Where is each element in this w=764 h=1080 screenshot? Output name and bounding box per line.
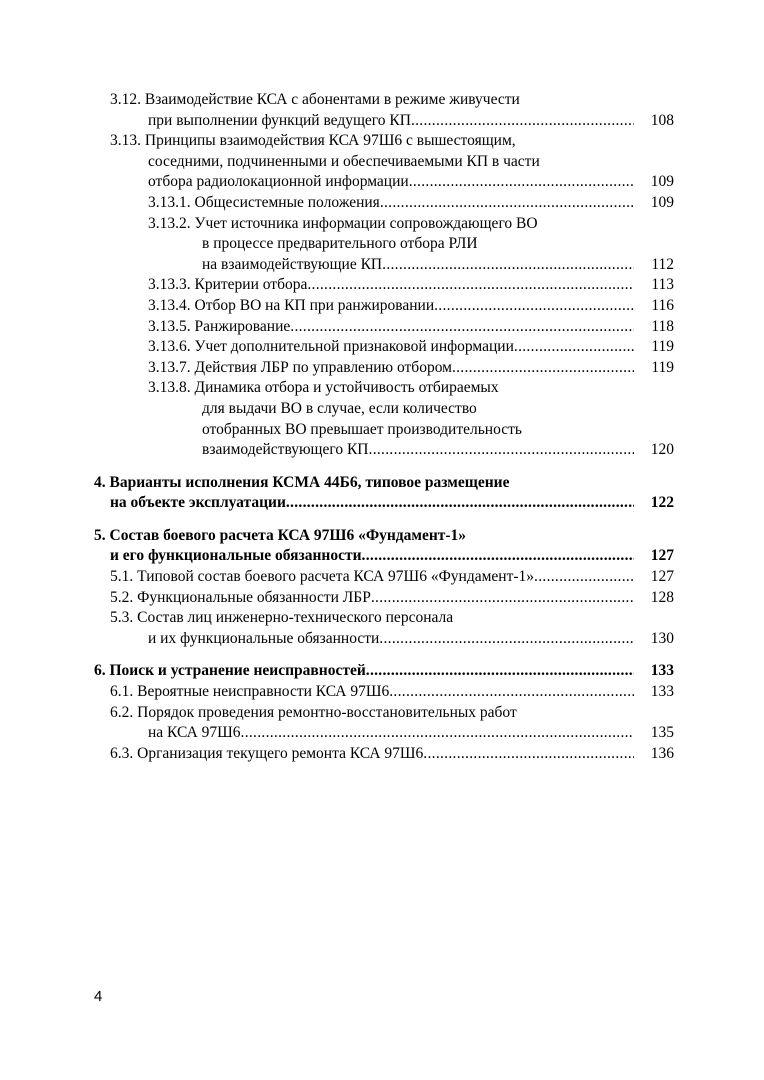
toc-leader-dots: [362, 546, 634, 567]
toc-page-number: 122: [650, 494, 674, 512]
toc-leader-dots: [423, 744, 634, 765]
toc-entry-text: 6.3. Организация текущего ремонта КСА 97Ш6: [110, 744, 424, 762]
toc-entry-4[interactable]: [94, 473, 674, 514]
toc-entry-text: 3.13.4. Отбор ВО на КП при ранжировании: [148, 296, 435, 314]
toc-page-number: 127: [650, 568, 674, 586]
toc-entry-text: и его функциональные обязанности: [110, 547, 362, 565]
toc-page-number: 116: [651, 296, 674, 314]
toc-entry-text: 3.13.3. Критерии отбора: [148, 276, 308, 294]
toc-leader-dots: [366, 661, 634, 682]
section-gap: [94, 514, 674, 526]
toc-page-number: 133: [650, 662, 674, 680]
toc-entry-3-13-3[interactable]: [94, 275, 674, 296]
toc-page-number: 130: [650, 629, 674, 647]
toc-entry-text: при выполнении функций ведущего КП: [148, 111, 411, 129]
toc-entry-text: 3.13.1. Общесистемные положения: [148, 193, 380, 211]
toc-entry-3-13-4[interactable]: [94, 296, 674, 317]
toc-entry-5-2[interactable]: [94, 588, 674, 609]
toc-entry-text: 6. Поиск и устранение неисправностей: [94, 662, 366, 680]
toc-entry-text: 4. Варианты исполнения КСМА 44Б6, типовое размещение: [94, 473, 510, 491]
toc-leader-dots: [514, 337, 634, 358]
toc-page-number: 136: [650, 744, 674, 762]
section-gap: [94, 461, 674, 473]
toc-entry-text: 3.13.6. Учет дополнительной признаковой информации: [148, 338, 514, 356]
toc-entry-3-12[interactable]: [94, 90, 674, 131]
toc-leader-dots: [290, 317, 634, 338]
toc-entry-3-13-6[interactable]: [94, 337, 674, 358]
toc-leader-dots: [452, 358, 634, 379]
toc-leader-dots: [389, 682, 634, 703]
toc-entry-5-3[interactable]: [94, 608, 674, 649]
toc-page-number: 128: [650, 588, 674, 606]
toc-entry-6-1[interactable]: [94, 682, 674, 703]
toc-entry-5[interactable]: [94, 526, 674, 567]
toc-entry-3-13-8[interactable]: [94, 378, 674, 460]
toc-entry-text: 3.13.2. Учет источника информации сопровождающего ВО: [148, 214, 538, 232]
toc-leader-dots: [411, 111, 634, 132]
toc-leader-dots: [380, 193, 634, 214]
toc-entry-text: 3.12. Взаимодействие КСА с абонентами в режиме живучести: [110, 91, 520, 108]
toc-entry-text: 6.2. Порядок проведения ремонтно-восстановительных работ: [110, 703, 517, 721]
toc-entry-text: и их функциональные обязанности: [148, 629, 380, 647]
toc-leader-dots: [307, 275, 634, 296]
toc-entry-3-13-2[interactable]: [94, 214, 674, 276]
toc-entry-3-13-7[interactable]: [94, 358, 674, 379]
toc-page-number: 135: [650, 724, 674, 742]
toc-leader-dots: [286, 493, 634, 514]
toc-page-number: 133: [650, 683, 674, 701]
toc-leader-dots: [379, 629, 634, 650]
toc-entry-3-13-5[interactable]: [94, 317, 674, 338]
table-of-contents: [94, 90, 674, 764]
toc-entry-text: 3.13.5. Ранжирование: [148, 317, 291, 335]
toc-page-number: 108: [650, 111, 674, 129]
toc-entry-text: для выдачи ВО в случае, если количество: [202, 399, 477, 417]
toc-page-number: 113: [651, 276, 674, 294]
toc-entry-text: соседними, подчиненными и обеспечиваемыми КП в части: [148, 152, 540, 170]
toc-entry-5-1[interactable]: [94, 567, 674, 588]
toc-entry-text: 3.13.8. Динамика отбора и устойчивость отбираемых: [148, 379, 499, 397]
toc-entry-text: 3.13. Принципы взаимодействия КСА 97Ш6 с вышестоящим,: [110, 132, 516, 150]
toc-entry-3-13-1[interactable]: [94, 193, 674, 214]
toc-leader-dots: [434, 296, 634, 317]
toc-page-number: 127: [650, 547, 674, 565]
toc-page-number: 120: [650, 441, 674, 459]
toc-entry-text: 6.1. Вероятные неисправности КСА 97Ш6: [110, 683, 390, 701]
toc-entry-text: 5.1. Типовой состав боевого расчета КСА 97Ш6 «Фундамент-1»: [110, 568, 535, 586]
toc-entry-text: 5. Состав боевого расчета КСА 97Ш6 «Фундамент-1»: [94, 526, 467, 544]
toc-entry-text: 3.13.7. Действия ЛБР по управлению отбором: [148, 358, 452, 376]
toc-entry-text: отбора радиолокационной информации: [148, 173, 409, 191]
toc-entry-text: 5.3. Состав лиц инженерно-технического персонала: [110, 609, 454, 627]
toc-leader-dots: [371, 588, 634, 609]
toc-page-number: 109: [650, 193, 674, 211]
toc-page-number: 119: [651, 338, 674, 356]
toc-entry-text: на объекте эксплуатации: [110, 494, 286, 512]
toc-entry-6-3[interactable]: [94, 744, 674, 765]
toc-entry-6[interactable]: [94, 661, 674, 682]
section-gap: [94, 649, 674, 661]
toc-entry-text: на взаимодействующие КП: [202, 255, 383, 273]
toc-entry-text: взаимодействующего КП: [202, 441, 369, 459]
toc-entry-6-2[interactable]: [94, 703, 674, 744]
toc-page-number: 119: [651, 358, 674, 376]
toc-leader-dots: [382, 255, 634, 276]
toc-leader-dots: [369, 440, 634, 461]
toc-entry-text: отобранных ВО превышает производительность: [202, 420, 522, 438]
toc-entry-text: в процессе предварительного отбора РЛИ: [202, 235, 478, 253]
toc-leader-dots: [534, 567, 634, 588]
toc-leader-dots: [241, 723, 634, 744]
toc-page-number: 109: [650, 173, 674, 191]
toc-page-number: 118: [651, 317, 674, 335]
toc-entry-text: на КСА 97Ш6: [148, 724, 241, 742]
toc-page-number: 112: [651, 255, 674, 273]
toc-leader-dots: [409, 172, 634, 193]
toc-entry-3-13[interactable]: [94, 131, 674, 193]
toc-entry-text: 5.2. Функциональные обязанности ЛБР: [110, 588, 371, 606]
page-number: 4: [94, 988, 103, 1005]
